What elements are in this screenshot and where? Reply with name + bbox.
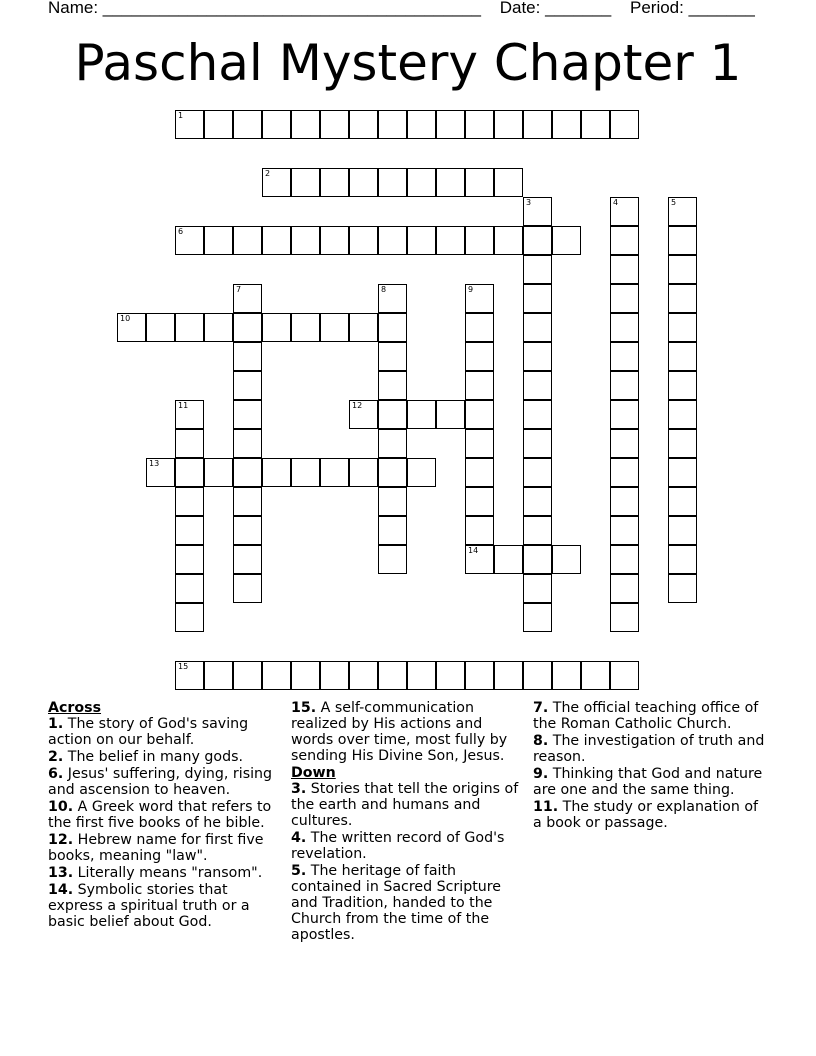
grid-cell[interactable] — [436, 226, 465, 255]
clue-item — [291, 781, 523, 829]
grid-cell[interactable] — [117, 313, 146, 342]
clue-item — [291, 830, 523, 862]
clue-item-text: Literally means "ransom". — [73, 865, 263, 881]
clue-number: 3 — [526, 198, 532, 207]
grid-cell[interactable] — [378, 168, 407, 197]
grid-cell[interactable] — [465, 516, 494, 545]
grid-cell[interactable] — [668, 487, 697, 516]
period-field-label: Period: _______ — [630, 0, 755, 17]
grid-cell[interactable] — [668, 400, 697, 429]
grid-cell[interactable] — [233, 458, 262, 487]
clue-number: 8 — [381, 285, 387, 294]
grid-cell[interactable] — [175, 487, 204, 516]
grid-cell[interactable] — [523, 197, 552, 226]
grid-cell[interactable] — [436, 168, 465, 197]
grid-cell[interactable] — [320, 168, 349, 197]
clue-item-text: The written record of God's revelation. — [291, 830, 505, 862]
grid-cell[interactable] — [233, 661, 262, 690]
grid-cell[interactable] — [407, 400, 436, 429]
grid-cell[interactable] — [204, 226, 233, 255]
grid-cell[interactable] — [610, 342, 639, 371]
clue-number: 15 — [178, 662, 189, 671]
clue-item — [291, 700, 523, 764]
clue-item — [48, 749, 280, 765]
grid-cell[interactable] — [175, 110, 204, 139]
grid-cell[interactable] — [610, 110, 639, 139]
grid-cell[interactable] — [320, 110, 349, 139]
grid-cell[interactable] — [523, 574, 552, 603]
grid-cell[interactable] — [610, 226, 639, 255]
grid-cell[interactable] — [465, 371, 494, 400]
grid-cell[interactable] — [465, 458, 494, 487]
clue-item-number: 6. — [48, 766, 64, 782]
clue-item — [48, 865, 280, 881]
grid-cell[interactable] — [349, 168, 378, 197]
grid-cell[interactable] — [320, 313, 349, 342]
grid-cell[interactable] — [465, 661, 494, 690]
grid-cell[interactable] — [668, 342, 697, 371]
grid-cell[interactable] — [175, 661, 204, 690]
grid-cell[interactable] — [378, 371, 407, 400]
grid-cell[interactable] — [320, 226, 349, 255]
grid-cell[interactable] — [262, 458, 291, 487]
grid-cell[interactable] — [407, 661, 436, 690]
grid-cell[interactable] — [465, 284, 494, 313]
grid-cell[interactable] — [378, 429, 407, 458]
grid-cell[interactable] — [291, 661, 320, 690]
grid-cell[interactable] — [494, 168, 523, 197]
grid-cell[interactable] — [523, 284, 552, 313]
grid-cell[interactable] — [233, 110, 262, 139]
grid-cell[interactable] — [233, 574, 262, 603]
grid-cell[interactable] — [175, 400, 204, 429]
clue-item-text: The investigation of truth and reason. — [533, 733, 765, 765]
clue-item-number: 10. — [48, 799, 74, 815]
clue-item — [48, 832, 280, 864]
grid-cell[interactable] — [291, 458, 320, 487]
grid-cell[interactable] — [233, 226, 262, 255]
date-field-label: Date: _______ — [499, 0, 612, 17]
grid-cell[interactable] — [233, 342, 262, 371]
clue-item-number: 11. — [533, 799, 559, 815]
grid-cell[interactable] — [320, 458, 349, 487]
grid-cell[interactable] — [523, 429, 552, 458]
down-heading: Down — [291, 765, 336, 781]
clue-item — [48, 882, 280, 930]
grid-cell[interactable] — [494, 110, 523, 139]
clue-number: 6 — [178, 227, 184, 236]
grid-cell[interactable] — [552, 545, 581, 574]
clue-item-text: The story of God's saving action on our behalf. — [48, 716, 249, 748]
grid-cell[interactable] — [465, 429, 494, 458]
grid-cell[interactable] — [523, 313, 552, 342]
clue-number: 11 — [178, 401, 189, 410]
clue-item-number: 2. — [48, 749, 64, 765]
grid-cell[interactable] — [668, 429, 697, 458]
grid-cell[interactable] — [262, 661, 291, 690]
grid-cell[interactable] — [465, 110, 494, 139]
grid-cell[interactable] — [349, 661, 378, 690]
grid-cell[interactable] — [523, 516, 552, 545]
grid-cell[interactable] — [233, 284, 262, 313]
grid-cell[interactable] — [175, 313, 204, 342]
clue-number: 9 — [468, 285, 474, 294]
grid-cell[interactable] — [436, 661, 465, 690]
grid-cell[interactable] — [465, 545, 494, 574]
clue-item-number: 3. — [291, 781, 307, 797]
clue-number: 4 — [613, 198, 619, 207]
grid-cell[interactable] — [175, 574, 204, 603]
grid-cell[interactable] — [436, 110, 465, 139]
grid-cell[interactable] — [233, 313, 262, 342]
clue-item-text: The official teaching office of the Roman Catholic Church. — [533, 700, 759, 732]
grid-cell[interactable] — [262, 313, 291, 342]
clue-item-text: Hebrew name for first five books, meaning "law". — [48, 832, 264, 864]
grid-cell[interactable] — [610, 400, 639, 429]
grid-cell[interactable] — [204, 661, 233, 690]
grid-cell[interactable] — [465, 400, 494, 429]
clue-item-text: Thinking that God and nature are one and the same thing. — [533, 766, 763, 798]
grid-cell[interactable] — [668, 371, 697, 400]
clue-item-text: The study or explanation of a book or passage. — [533, 799, 758, 831]
grid-cell[interactable] — [523, 487, 552, 516]
across-heading: Across — [48, 700, 102, 716]
grid-cell[interactable] — [204, 110, 233, 139]
grid-cell[interactable] — [378, 516, 407, 545]
grid-cell[interactable] — [523, 400, 552, 429]
clue-item-number: 8. — [533, 733, 549, 749]
grid-cell[interactable] — [378, 313, 407, 342]
grid-cell[interactable] — [523, 603, 552, 632]
grid-cell[interactable] — [610, 661, 639, 690]
page-title: Paschal Mystery Chapter 1 — [74, 34, 742, 92]
grid-cell[interactable] — [378, 400, 407, 429]
grid-cell[interactable] — [378, 226, 407, 255]
grid-cell[interactable] — [465, 487, 494, 516]
clue-item-number: 1. — [48, 716, 64, 732]
grid-cell[interactable] — [262, 226, 291, 255]
clue-item — [533, 766, 765, 798]
grid-cell[interactable] — [581, 661, 610, 690]
clue-number: 13 — [149, 459, 160, 468]
grid-cell[interactable] — [175, 545, 204, 574]
clue-item — [48, 766, 280, 798]
grid-cell[interactable] — [378, 487, 407, 516]
clue-item-number: 9. — [533, 766, 549, 782]
grid-cell[interactable] — [436, 400, 465, 429]
grid-cell[interactable] — [378, 284, 407, 313]
grid-cell[interactable] — [146, 458, 175, 487]
grid-cell[interactable] — [175, 226, 204, 255]
grid-cell[interactable] — [465, 342, 494, 371]
clue-item-number: 4. — [291, 830, 307, 846]
grid-cell[interactable] — [175, 603, 204, 632]
clue-item-number: 14. — [48, 882, 74, 898]
grid-cell[interactable] — [465, 226, 494, 255]
grid-cell[interactable] — [494, 545, 523, 574]
grid-cell[interactable] — [407, 458, 436, 487]
clue-item — [533, 733, 765, 765]
grid-cell[interactable] — [523, 661, 552, 690]
grid-cell[interactable] — [349, 226, 378, 255]
grid-cell[interactable] — [175, 516, 204, 545]
clue-item-text: The heritage of faith contained in Sacred Scripture and Tradition, handed to the Church from the time of the apostles. — [291, 863, 502, 943]
grid-cell[interactable] — [494, 226, 523, 255]
grid-cell[interactable] — [233, 516, 262, 545]
grid-cell[interactable] — [610, 429, 639, 458]
clue-item — [533, 700, 765, 732]
grid-cell[interactable] — [233, 371, 262, 400]
grid-cell[interactable] — [291, 313, 320, 342]
clue-number: 5 — [671, 198, 677, 207]
clue-item-text: Jesus' suffering, dying, rising and ascension to heaven. — [48, 766, 273, 798]
grid-cell[interactable] — [378, 342, 407, 371]
clue-item-text: Stories that tell the origins of the earth and humans and cultures. — [291, 781, 519, 829]
clue-number: 14 — [468, 546, 479, 555]
grid-cell[interactable] — [175, 458, 204, 487]
grid-cell[interactable] — [204, 313, 233, 342]
grid-cell[interactable] — [668, 516, 697, 545]
clue-item-text: The belief in many gods. — [63, 749, 243, 765]
clue-item — [48, 716, 280, 748]
grid-cell[interactable] — [146, 313, 175, 342]
name-field-label: Name: ________________________________________ — [48, 0, 481, 17]
grid-cell[interactable] — [204, 458, 233, 487]
grid-cell[interactable] — [610, 255, 639, 284]
grid-cell[interactable] — [262, 168, 291, 197]
clue-number: 10 — [120, 314, 131, 323]
grid-cell[interactable] — [668, 197, 697, 226]
grid-cell[interactable] — [378, 545, 407, 574]
clue-item-text: Symbolic stories that express a spiritual truth or a basic belief about God. — [48, 882, 250, 930]
grid-cell[interactable] — [610, 603, 639, 632]
grid-cell[interactable] — [668, 545, 697, 574]
grid-cell[interactable] — [668, 226, 697, 255]
grid-cell[interactable] — [523, 110, 552, 139]
clues-column-3 — [533, 700, 765, 832]
grid-cell[interactable] — [523, 458, 552, 487]
grid-cell[interactable] — [320, 661, 349, 690]
grid-cell[interactable] — [552, 110, 581, 139]
grid-cell[interactable] — [233, 487, 262, 516]
clue-number: 12 — [352, 401, 363, 410]
clue-item-number: 12. — [48, 832, 74, 848]
grid-cell[interactable] — [523, 226, 552, 255]
clue-item-text: A Greek word that refers to the first five books of he bible. — [48, 799, 272, 831]
grid-cell[interactable] — [668, 255, 697, 284]
grid-cell[interactable] — [378, 458, 407, 487]
grid-cell[interactable] — [610, 458, 639, 487]
grid-cell[interactable] — [610, 545, 639, 574]
clues-column-1 — [48, 700, 280, 931]
grid-cell[interactable] — [523, 371, 552, 400]
grid-cell[interactable] — [610, 313, 639, 342]
grid-cell[interactable] — [465, 168, 494, 197]
grid-cell[interactable] — [378, 661, 407, 690]
grid-cell[interactable] — [668, 458, 697, 487]
grid-cell[interactable] — [407, 226, 436, 255]
clue-item — [533, 799, 765, 831]
clue-item-number: 7. — [533, 700, 549, 716]
clue-item-number: 15. — [291, 700, 317, 716]
grid-cell[interactable] — [610, 516, 639, 545]
grid-cell[interactable] — [668, 284, 697, 313]
grid-cell[interactable] — [262, 110, 291, 139]
grid-cell[interactable] — [465, 313, 494, 342]
grid-cell[interactable] — [378, 110, 407, 139]
grid-cell[interactable] — [523, 545, 552, 574]
clues-column-2 — [291, 700, 523, 944]
grid-cell[interactable] — [581, 110, 610, 139]
grid-cell[interactable] — [610, 284, 639, 313]
grid-cell[interactable] — [291, 110, 320, 139]
grid-cell[interactable] — [233, 545, 262, 574]
grid-cell[interactable] — [610, 371, 639, 400]
grid-cell[interactable] — [291, 226, 320, 255]
grid-cell[interactable] — [552, 226, 581, 255]
grid-cell[interactable] — [349, 110, 378, 139]
grid-cell[interactable] — [523, 255, 552, 284]
grid-cell[interactable] — [494, 661, 523, 690]
grid-cell[interactable] — [523, 342, 552, 371]
grid-cell[interactable] — [407, 110, 436, 139]
clue-number: 7 — [236, 285, 242, 294]
grid-cell[interactable] — [175, 429, 204, 458]
clue-item — [48, 799, 280, 831]
grid-cell[interactable] — [552, 661, 581, 690]
clue-item — [291, 863, 523, 943]
clue-item-text: A self-communication realized by His actions and words over time, most fully by sending His Divine Son, Jesus. — [291, 700, 508, 764]
grid-cell[interactable] — [407, 168, 436, 197]
grid-cell[interactable] — [610, 574, 639, 603]
grid-cell[interactable] — [668, 313, 697, 342]
grid-cell[interactable] — [349, 400, 378, 429]
clue-number: 1 — [178, 111, 184, 120]
clue-number: 2 — [265, 169, 271, 178]
clue-item-number: 13. — [48, 865, 74, 881]
grid-cell[interactable] — [349, 458, 378, 487]
grid-cell[interactable] — [349, 313, 378, 342]
grid-cell[interactable] — [610, 197, 639, 226]
grid-cell[interactable] — [291, 168, 320, 197]
clue-item-number: 5. — [291, 863, 307, 879]
grid-cell[interactable] — [233, 400, 262, 429]
grid-cell[interactable] — [233, 429, 262, 458]
grid-cell[interactable] — [668, 574, 697, 603]
grid-cell[interactable] — [610, 487, 639, 516]
